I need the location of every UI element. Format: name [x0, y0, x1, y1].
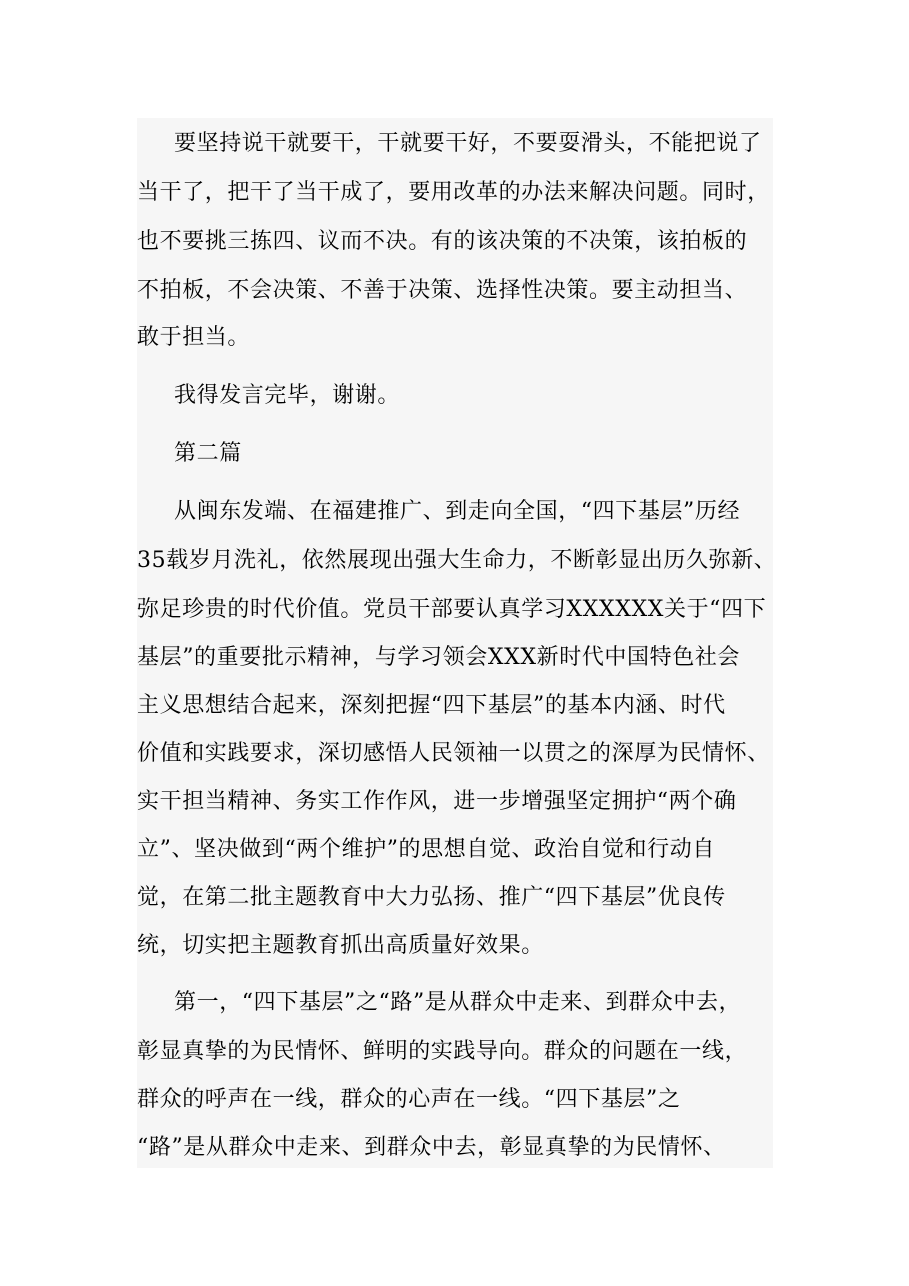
section-heading: 第二篇	[174, 441, 242, 466]
text-line: 基层”的重要批示精神，与学习领会XXX新时代中国特色社会	[137, 645, 741, 670]
text-line: 敢于担当。	[137, 325, 251, 350]
text-line: 当干了，把干了当干成了，要用改革的办法来解决问题。同时，	[137, 180, 770, 205]
text-line: 也不要挑三拣四、议而不决。有的该决策的不决策，该拍板的	[137, 229, 748, 254]
text-line: 要坚持说干就要干，干就要干好，不要耍滑头，不能把说了	[174, 131, 762, 156]
text-panel	[137, 118, 777, 1168]
text-line: 主义思想结合起来，深刻把握“四下基层”的基本内涵、时代	[137, 693, 726, 718]
text-line: 实干担当精神、务实工作作风，进一步增强坚定拥护“两个确	[137, 789, 737, 814]
text-line: 价值和实践要求，深切感悟人民领袖一以贯之的深厚为民情怀、	[137, 741, 770, 766]
text-line: 群众的呼声在一线，群众的心声在一线。“四下基层”之	[137, 1087, 681, 1112]
text-line: 立”、坚决做到“两个维护”的思想自觉、政治自觉和行动自	[137, 837, 715, 862]
text-line: 弥足珍贵的时代价值。党员干部要认真学习XXXXXX关于“四下	[137, 597, 767, 622]
text-line: 统，切实把主题教育抓出高质量好效果。	[137, 933, 544, 958]
text-line: 我得发言完毕，谢谢。	[174, 383, 401, 408]
text-line: 从闽东发端、在福建推广、到走向全国，“四下基层”历经	[174, 499, 741, 524]
text-line: 不拍板，不会决策、不善于决策、选择性决策。要主动担当、	[137, 278, 748, 303]
text-line: 35载岁月洗礼，依然展现出强大生命力，不断彰显出历久弥新、	[137, 548, 777, 573]
text-line: “路”是从群众中走来、到群众中去，彰显真挚的为民情怀、	[137, 1135, 726, 1160]
text-line: 第一，“四下基层”之“路”是从群众中走来、到群众中去，	[174, 990, 742, 1015]
text-line: 彰显真挚的为民情怀、鲜明的实践导向。群众的问题在一线，	[137, 1039, 748, 1064]
text-line: 觉，在第二批主题教育中大力弘扬、推广“四下基层”优良传	[137, 885, 726, 910]
